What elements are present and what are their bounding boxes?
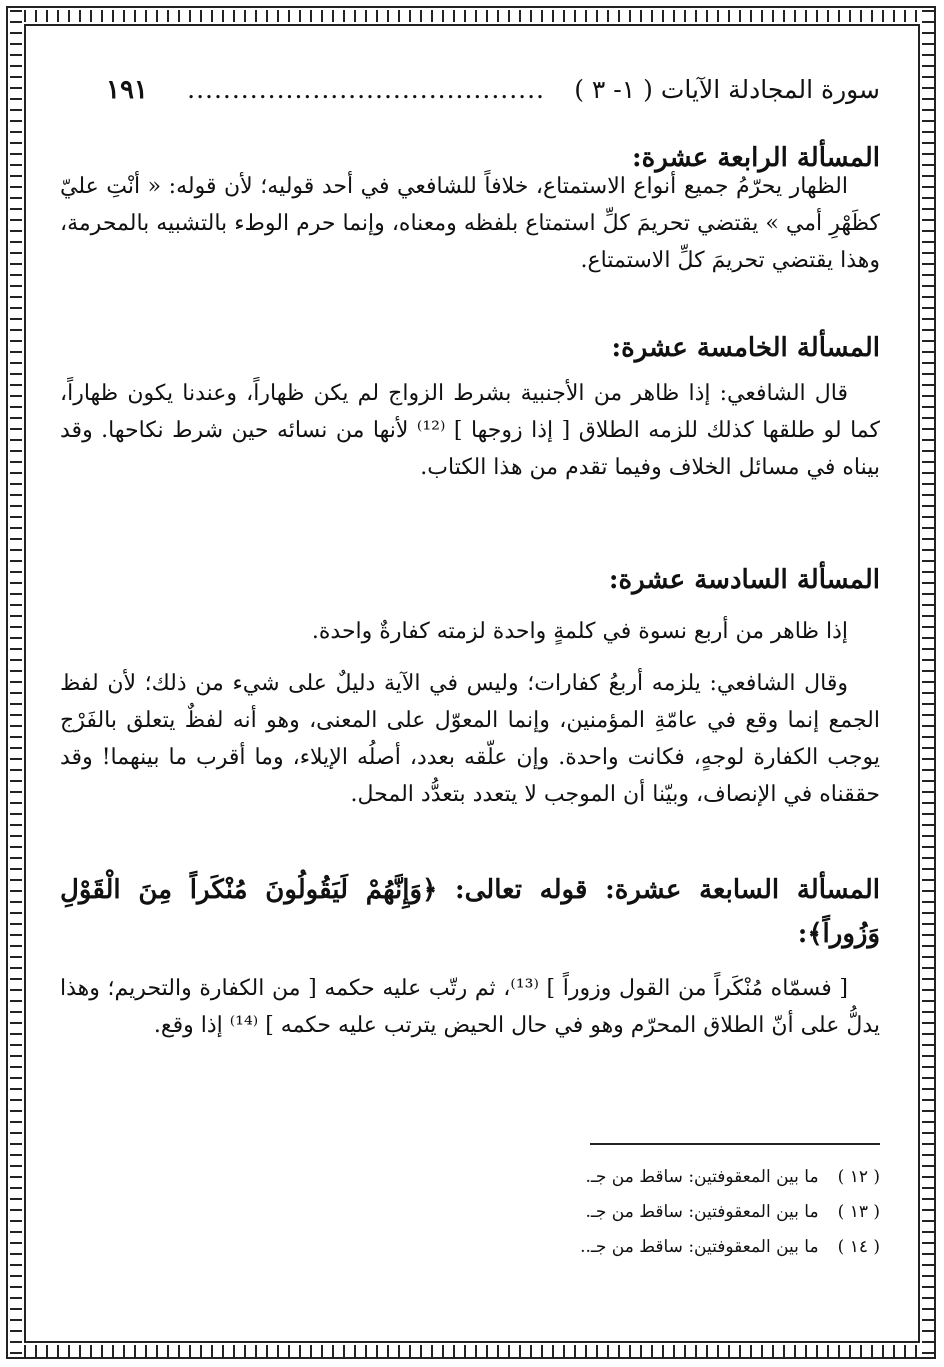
section-15-paragraph: قال الشافعي: إذا ظاهر من الأجنبية بشرط الزواج لم يكن ظهاراً، وعندنا يكون ظهاراً، كما لو طلقها كذلك للزمه الطلاق [ إذا زوجها ] ⁽¹²⁾ لأنها من نسائه حين شرط نكاحها. وقد بيناه في مسائل الخلاف وفيما تقدم من هذا الكتاب. <box>60 381 880 480</box>
footnote-14 <box>380 1230 880 1265</box>
footnote-13 <box>380 1195 880 1230</box>
footnote-12 <box>380 1160 880 1195</box>
footnote-separator <box>590 1143 880 1145</box>
section-heading-16: المسألة السادسة عشرة: <box>608 565 880 595</box>
running-title: سورة المجادلة الآيات ( ١- ٣ ) <box>574 75 880 104</box>
footnote-text: ما بين المعقوفتين: ساقط من جـ.. <box>580 1237 819 1257</box>
footnote-text: ما بين المعقوفتين: ساقط من جـ. <box>585 1202 819 1222</box>
section-heading-14: المسألة الرابعة عشرة: <box>632 143 880 173</box>
running-header <box>60 70 880 110</box>
section-17-paragraph: [ فسمّاه مُنْكَراً من القول وزوراً ] ⁽¹³⁾، ثم رتّب عليه حكمه [ من الكفارة والتحريم؛ وهذا يدلُّ على أنّ الطلاق المحرّم وهو في حال الحيض يترتب عليه حكمه ] ⁽¹⁴⁾ إذا وقع. <box>60 976 880 1038</box>
section-heading-15: المسألة الخامسة عشرة: <box>611 333 880 363</box>
footnote-text: ما بين المعقوفتين: ساقط من جـ. <box>585 1167 819 1187</box>
section-16-paragraph-2: وقال الشافعي: يلزمه أربعُ كفارات؛ وليس في الآية دليلٌ على شيء من ذلك؛ لأن لفظ الجمع إنما وقع في عامّةِ المؤمنين، وإنما المعوّل على المعنى، وهو أنه لفظٌ يتعلق بالفَرْج يوجب الكفارة لوجهٍ، فكانت واحدة. وإن علّقه بعدد، أصلُه الإيلاء، وما أقرب ما بينهما! وقد حققناه في الإنصاف، وبيّنا أن الموجب لا يتعدد بتعدُّد المحل. <box>60 671 880 807</box>
page-number: ١٩١ <box>106 75 148 105</box>
footnote-number: ( ١٣ ) <box>837 1202 880 1222</box>
decorative-border-right <box>922 10 934 1357</box>
footnote-number: ( ١٢ ) <box>837 1167 880 1187</box>
decorative-border-left <box>10 10 22 1357</box>
section-16-paragraph-1: إذا ظاهر من أربع نسوة في كلمةٍ واحدة لزمته كفارةٌ واحدة. <box>311 619 848 644</box>
section-heading-17: المسألة السابعة عشرة: قوله تعالى: ﴿وَإِنَّهُمْ لَيَقُولُونَ مُنْكَراً مِنَ الْقَوْلِ وَزُوراً﴾: <box>60 875 880 949</box>
decorative-border-top <box>10 10 934 22</box>
footnotes <box>380 1160 880 1265</box>
footnote-number: ( ١٤ ) <box>837 1237 880 1257</box>
decorative-border-bottom <box>10 1345 934 1357</box>
leader-dots: ........................................ <box>187 75 545 104</box>
section-14-paragraph: الظهار يحرّمُ جميع أنواع الاستمتاع، خلافاً للشافعي في أحد قوليه؛ لأن قوله: « أنْتِ عليّ كظَهْرِ أمي » يقتضي تحريمَ كلِّ استمتاع بلفظه ومعناه، وإنما حرم الوطء بالتشبيه بالمحرمة، وهذا يقتضي تحريمَ كلِّ الاستمتاع. <box>60 174 880 273</box>
